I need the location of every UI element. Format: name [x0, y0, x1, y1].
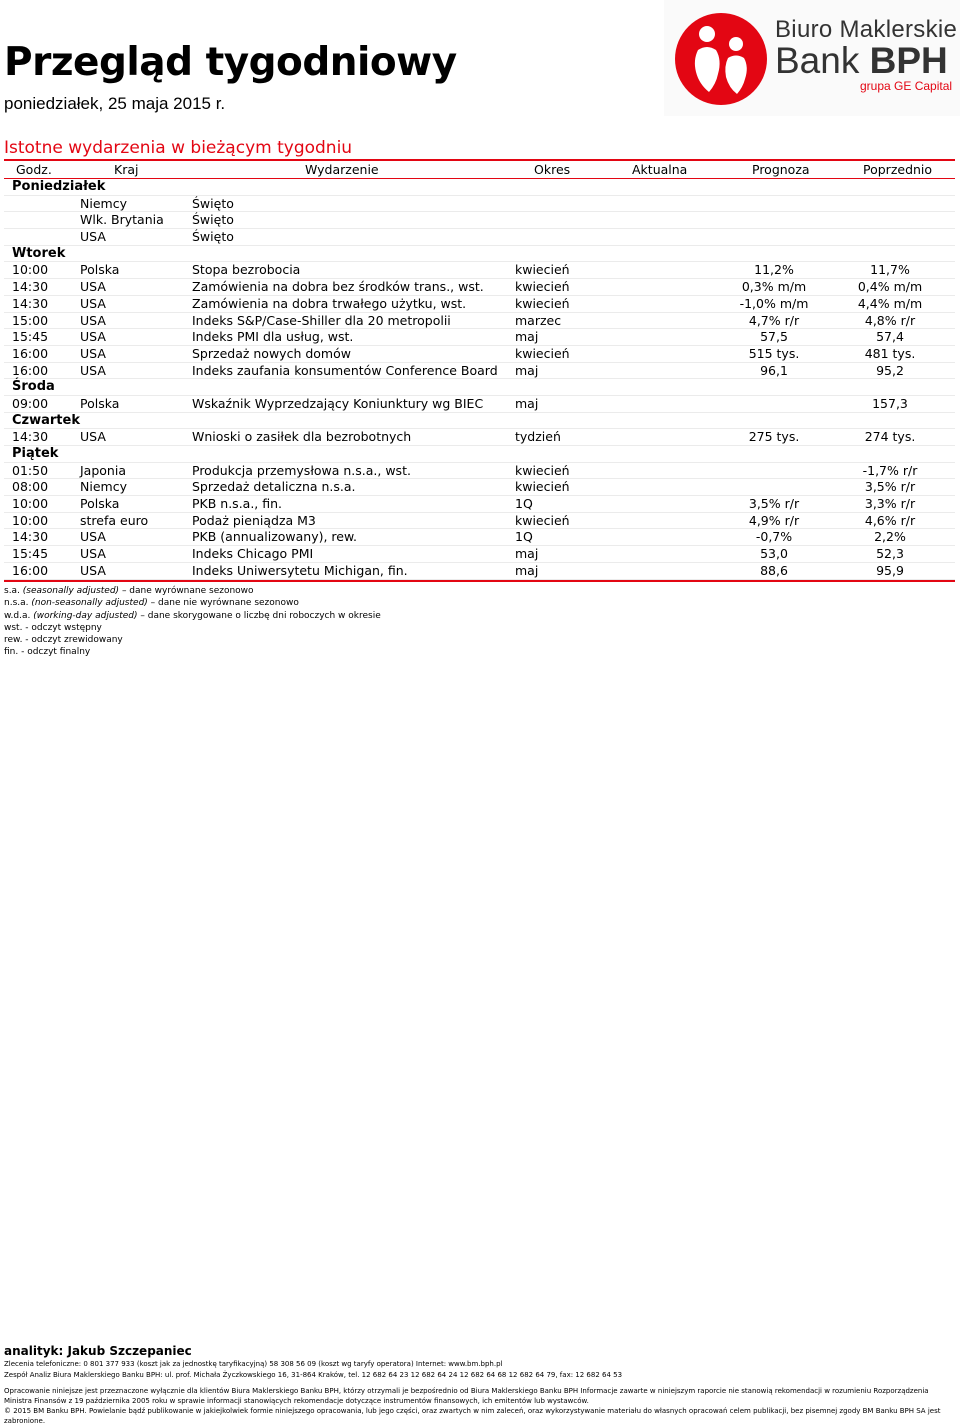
cell-prognoza: -1,0% m/m — [739, 295, 809, 311]
logo-text-line1: Biuro Maklerskie — [775, 16, 958, 43]
note-line — [4, 597, 381, 609]
abbreviation-notes — [4, 585, 381, 659]
cell-event: Święto — [192, 195, 234, 211]
note-line — [4, 646, 381, 658]
cell-prognoza: 11,2% — [754, 262, 794, 278]
page-title: Przegląd tygodniowy — [4, 40, 457, 85]
cell-event: Sprzedaż detaliczna n.s.a. — [192, 479, 356, 495]
cell-okres: kwiecień — [515, 462, 570, 478]
cell-event: Święto — [192, 229, 234, 245]
table-row — [4, 563, 955, 580]
cell-event: PKB n.s.a., fin. — [192, 496, 283, 512]
cell-event: Zamówienia na dobra bez środków trans., wst. — [192, 279, 484, 295]
table-row — [4, 463, 955, 480]
cell-time: 01:50 — [12, 462, 49, 478]
cell-kraj: Niemcy — [80, 479, 127, 495]
cell-time: 14:30 — [12, 295, 49, 311]
header-okres: Okres — [534, 162, 571, 177]
bank-logo-mark-icon — [664, 0, 774, 116]
day-header-row — [4, 179, 955, 196]
note-line — [4, 585, 381, 597]
cell-kraj: Polska — [80, 395, 120, 411]
cell-event: Wskaźnik Wyprzedzający Koniunktury wg BIEC — [192, 395, 484, 411]
note-abbr: fin. - odczyt finalny — [4, 647, 91, 658]
header-poprzednio: Poprzednio — [863, 162, 933, 177]
logo-text-bph: BPH — [869, 40, 948, 81]
cell-event: Sprzedaż nowych domów — [192, 345, 351, 361]
table-row — [4, 396, 955, 413]
cell-time: 16:00 — [12, 562, 49, 578]
cell-kraj: USA — [80, 229, 106, 245]
cell-kraj: USA — [80, 362, 106, 378]
cell-event: PKB (annualizowany), rew. — [192, 529, 358, 545]
bank-logo — [664, 0, 960, 116]
cell-okres: maj — [515, 395, 539, 411]
cell-poprzednio: 2,2% — [874, 529, 906, 545]
cell-kraj: USA — [80, 429, 106, 445]
cell-kraj: USA — [80, 562, 106, 578]
table-row — [4, 313, 955, 330]
cell-poprzednio: 95,9 — [876, 562, 904, 578]
cell-kraj: USA — [80, 329, 106, 345]
analyst-name: analityk: Jakub Szczepaniec — [4, 1344, 192, 1358]
header-aktualna: Aktualna — [632, 162, 688, 177]
cell-time: 15:00 — [12, 312, 49, 328]
cell-prognoza: 3,5% r/r — [748, 496, 800, 512]
note-abbr: s.a. — [4, 586, 23, 596]
cell-prognoza: 4,9% r/r — [748, 512, 800, 528]
cell-poprzednio: 274 tys. — [864, 429, 916, 445]
cell-poprzednio: 4,8% r/r — [864, 312, 916, 328]
cell-prognoza: 4,7% r/r — [748, 312, 800, 328]
cell-poprzednio: 0,4% m/m — [857, 279, 923, 295]
report-date: poniedziałek, 25 maja 2015 r. — [4, 94, 226, 113]
note-desc: – dane skorygowane o liczbę dni roboczych w okresie — [137, 610, 381, 621]
cell-kraj: USA — [80, 279, 106, 295]
table-row — [4, 262, 955, 279]
cell-poprzednio: 157,3 — [872, 395, 908, 411]
table-row — [4, 479, 955, 496]
cell-okres: kwiecień — [515, 479, 570, 495]
cell-time: 08:00 — [12, 479, 49, 495]
note-abbr: n.s.a. — [4, 598, 32, 609]
day-header-row — [4, 246, 955, 263]
cell-event: Wnioski o zasiłek dla bezrobotnych — [192, 429, 412, 445]
cell-kraj: USA — [80, 345, 106, 361]
day-label: Poniedziałek — [12, 179, 106, 194]
cell-prognoza: -0,7% — [755, 529, 793, 545]
cell-okres: kwiecień — [515, 262, 570, 278]
day-label: Wtorek — [12, 245, 66, 261]
header-prognoza: Prognoza — [752, 162, 810, 177]
table-row — [4, 279, 955, 296]
cell-okres: kwiecień — [515, 279, 570, 295]
table-top-rule — [4, 159, 955, 161]
table-row — [4, 496, 955, 513]
note-line — [4, 610, 381, 622]
cell-poprzednio: 3,5% r/r — [864, 479, 916, 495]
cell-time: 15:45 — [12, 329, 49, 345]
section-title: Istotne wydarzenia w bieżącym tygodniu — [4, 138, 353, 158]
cell-okres: maj — [515, 362, 539, 378]
cell-kraj: USA — [80, 546, 106, 562]
table-row — [4, 196, 955, 213]
cell-okres: tydzień — [515, 429, 561, 445]
logo-text-line3: grupa GE Capital — [860, 79, 953, 93]
cell-event: Indeks S&P/Case-Shiller dla 20 metropolii — [192, 312, 451, 328]
cell-prognoza: 515 tys. — [748, 345, 800, 361]
cell-okres: kwiecień — [515, 512, 570, 528]
cell-okres: maj — [515, 329, 539, 345]
day-label: Piątek — [12, 446, 59, 461]
cell-kraj: USA — [80, 295, 106, 311]
cell-okres: kwiecień — [515, 295, 570, 311]
table-row — [4, 546, 955, 563]
cell-poprzednio: 3,3% r/r — [864, 496, 916, 512]
cell-kraj: USA — [80, 312, 106, 328]
header-wydarzenie: Wydarzenie — [305, 162, 379, 177]
table-row — [4, 329, 955, 346]
cell-poprzednio: 95,2 — [876, 362, 904, 378]
table-row — [4, 296, 955, 313]
cell-time: 10:00 — [12, 262, 49, 278]
cell-time: 15:45 — [12, 546, 49, 562]
events-table — [4, 162, 955, 582]
table-body — [4, 179, 955, 580]
note-line — [4, 634, 381, 646]
contact-line-1: Zlecenia telefoniczne: 0 801 377 933 (koszt jak za jednostkę taryfikacyjną) 58 308 56 09 (koszt wg taryfy operatora) Internet: www.bm.bph.pl — [4, 1360, 503, 1368]
cell-event: Indeks PMI dla usług, wst. — [192, 329, 354, 345]
cell-okres: maj — [515, 562, 539, 578]
cell-kraj: Niemcy — [80, 195, 127, 211]
cell-event: Święto — [192, 212, 234, 228]
cell-event: Zamówienia na dobra trwałego użytku, wst. — [192, 295, 467, 311]
cell-poprzednio: -1,7% r/r — [862, 462, 918, 478]
note-line — [4, 622, 381, 634]
cell-okres: marzec — [515, 312, 562, 328]
cell-event: Indeks Chicago PMI — [192, 546, 314, 562]
cell-prognoza: 275 tys. — [748, 429, 800, 445]
copyright-text: © 2015 BM Banku BPH. Powielanie bądź publikowanie w jakiejkolwiek formie niniejszego opracowania, lub jego części, oraz zwartych w nim zaleceń, oraz wykorzystywanie materiału do własnych opracowań celem publikacji, bez pisemnej zgody BM Banku BPH SA jest zabronione. — [4, 1407, 941, 1425]
table-row — [4, 363, 955, 380]
cell-time: 14:30 — [12, 279, 49, 295]
cell-poprzednio: 11,7% — [870, 262, 910, 278]
cell-prognoza: 57,5 — [760, 329, 788, 345]
cell-okres: kwiecień — [515, 345, 570, 361]
cell-okres: 1Q — [515, 496, 533, 512]
disclaimer-text: Opracowanie niniejsze jest przeznaczone wyłącznie dla klientów Biura Maklerskiego Banku BPH, którzy otrzymali je bezpośrednio od Biura Maklerskiego Banku BPH Informacje zawarte w niniejszym raporcie nie stanowią rekomendacji w rozumieniu Rozporządzenia Ministra Finansów z 19 października 2005 roku w sprawie informacji stanowiących rekomendacje dotyczące instrumentów finansowych, ich emitentów lub wystawców. — [4, 1387, 929, 1405]
cell-time: 09:00 — [12, 395, 49, 411]
day-header-row — [4, 446, 955, 463]
cell-poprzednio: 4,4% m/m — [857, 295, 923, 311]
disclaimer — [4, 1386, 954, 1426]
note-abbr: w.d.a. — [4, 610, 34, 621]
logo-text-bank: Bank — [775, 40, 870, 81]
cell-event: Podaż pieniądza M3 — [192, 512, 316, 528]
day-label: Czwartek — [12, 412, 80, 428]
day-label: Środa — [12, 379, 55, 395]
cell-kraj: strefa euro — [80, 512, 149, 528]
cell-prognoza: 88,6 — [760, 562, 788, 578]
note-abbr: wst. - odczyt wstępny — [4, 622, 102, 633]
cell-poprzednio: 52,3 — [876, 546, 904, 562]
cell-prognoza: 96,1 — [760, 362, 788, 378]
cell-time: 14:30 — [12, 429, 49, 445]
table-row — [4, 529, 955, 546]
note-desc: – dane wyrównane sezonowo — [119, 586, 254, 596]
table-bottom-rule — [4, 580, 955, 582]
cell-time: 14:30 — [12, 529, 49, 545]
cell-poprzednio: 57,4 — [876, 329, 904, 345]
cell-time: 10:00 — [12, 496, 49, 512]
cell-kraj: Polska — [80, 262, 120, 278]
header-godz: Godz. — [16, 162, 52, 177]
cell-event: Indeks zaufania konsumentów Conference Board — [192, 362, 498, 378]
note-term: (working-day adjusted) — [33, 610, 138, 621]
day-header-row — [4, 379, 955, 396]
cell-okres: 1Q — [515, 529, 533, 545]
cell-kraj: Wlk. Brytania — [80, 212, 164, 228]
cell-event: Produkcja przemysłowa n.s.a., wst. — [192, 462, 411, 478]
cell-okres: maj — [515, 546, 539, 562]
note-abbr: rew. - odczyt zrewidowany — [4, 635, 123, 646]
cell-poprzednio: 481 tys. — [864, 345, 916, 361]
cell-kraj: Polska — [80, 496, 120, 512]
table-row — [4, 229, 955, 246]
day-header-row — [4, 413, 955, 430]
cell-time: 10:00 — [12, 512, 49, 528]
contact-line-2: Zespół Analiz Biura Maklerskiego Banku BPH: ul. prof. Michała Życzkowskiego 16, 31-864 Kraków, tel. 12 682 64 23 12 682 64 24 12 682 64 68 12 682 64 79, fax: 12 682 64 53 — [4, 1371, 623, 1379]
cell-kraj: USA — [80, 529, 106, 545]
table-row — [4, 429, 955, 446]
cell-time: 16:00 — [12, 362, 49, 378]
cell-prognoza: 0,3% m/m — [741, 279, 807, 295]
cell-kraj: Japonia — [80, 462, 126, 478]
header-kraj: Kraj — [114, 162, 139, 177]
note-desc: – dane nie wyrównane sezonowo — [147, 598, 299, 609]
note-term: (seasonally adjusted) — [22, 586, 120, 596]
cell-time: 16:00 — [12, 345, 49, 361]
cell-poprzednio: 4,6% r/r — [864, 512, 916, 528]
cell-prognoza: 53,0 — [760, 546, 788, 562]
cell-event: Indeks Uniwersytetu Michigan, fin. — [192, 562, 408, 578]
note-term: (non-seasonally adjusted) — [31, 598, 148, 609]
table-row — [4, 513, 955, 530]
table-row — [4, 346, 955, 363]
logo-text-line2 — [775, 40, 948, 82]
table-row — [4, 212, 955, 229]
cell-event: Stopa bezrobocia — [192, 262, 301, 278]
table-header-row — [4, 162, 955, 178]
